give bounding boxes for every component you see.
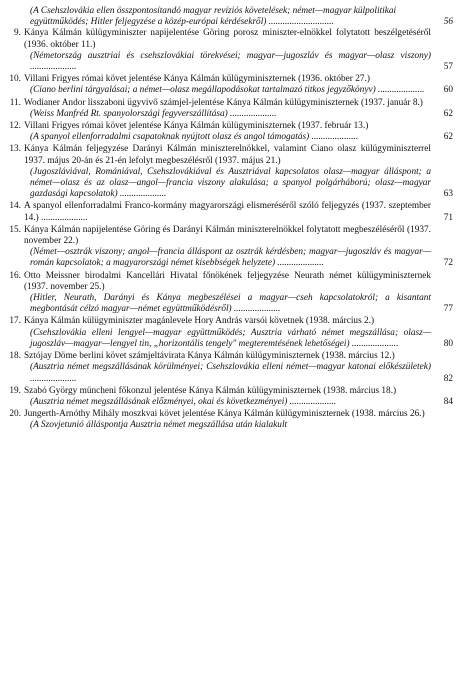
entry-number: 11.	[9, 97, 21, 108]
entry-title: Kánya Kálmán feljegyzése Darányi Kálmán miniszterelnökkel, valamint Ciano olasz külügyminiszterrel 1937. május 20-án és 21-én lefolyt megbeszélésről (1937. május 21.)	[24, 144, 431, 166]
toc-entry-row	[6, 351, 453, 385]
page-number: 62	[443, 108, 453, 119]
toc-entry-row	[6, 98, 453, 120]
page-number: 56	[443, 17, 453, 28]
page-number: 62	[443, 132, 453, 143]
page-number: 77	[443, 304, 453, 315]
entry-summary: (Csehszlovákia elleni lengyel—magyar együttműködés; Ausztria várható német megszállása; olasz—jugoszláv—magyar—lengyel tin, „horizontális tengely" megteremtésének lehetőségei) ....................	[30, 327, 431, 349]
entry-number: 18.	[9, 351, 21, 362]
page-number: 57	[443, 62, 453, 73]
entry-title: Otto Meissner birodalmi Kancellári Hivatal főnökének feljegyzése Neurath német külügyminiszternek (1937. november 25.)	[24, 270, 431, 292]
entry-body	[24, 351, 453, 385]
entry-body	[24, 28, 453, 73]
entry-title: Jungerth-Arnóthy Mihály moszkvai követ jelentése Kánya Kálmán külügyminiszternek (1938. március 26.)	[24, 409, 425, 420]
entry-body	[24, 386, 453, 408]
toc-entry	[6, 409, 453, 431]
carry-over-summary	[6, 6, 453, 28]
entry-title: Villani Frigyes római követ jelentése Kánya Kálmán külügyminiszternek (1937. február 13.)	[24, 121, 369, 132]
page-number: 72	[443, 258, 453, 269]
entry-number: 9.	[14, 28, 21, 39]
toc-entry	[6, 98, 453, 120]
page-number: 60	[443, 85, 453, 96]
entry-summary: (Németország ausztriai és csehszlovákiai törekvései; magyar—jugoszláv és magyar—olasz viszony) ....................	[30, 50, 431, 73]
toc-entry-row	[6, 28, 453, 73]
carry-over-summary-text: (A Csehszlovákia ellen összpontosítandó magyar revíziós követelések; német—magyar külpolitikai együttműködés; Hitler feljegyzése a közép-európai kérdésekről) ............................	[30, 6, 397, 28]
toc-entry-list	[6, 28, 453, 431]
entry-summary: (Ausztria német megszállásának körülményei; Csehszlovákia elleni német—magyar katonai előkészületek) ....................	[30, 362, 431, 384]
entry-summary: (Ciano berlini tárgyalásai; a német—olasz megállapodásokat tartalmazó titkos jegyzőkönyv) ....................	[30, 85, 425, 96]
entry-title: Sztójay Döme berlini követ számjeltávirata Kánya Kálmán külügyminiszternek (1938. március 12.)	[24, 351, 395, 362]
toc-entry-row	[6, 271, 453, 316]
page-number: 71	[443, 212, 453, 223]
entry-number: 17.	[9, 316, 21, 327]
toc-entry-row	[6, 74, 453, 96]
entry-body	[24, 225, 453, 270]
entry-number: 15.	[9, 224, 21, 235]
toc-entry	[6, 144, 453, 200]
entry-body	[24, 121, 453, 143]
toc-entry-row	[6, 409, 453, 431]
page-number: 84	[443, 396, 453, 407]
entry-number: 19.	[9, 385, 21, 396]
toc-entry	[6, 28, 453, 73]
toc-entry	[6, 121, 453, 143]
entry-title: Kánya Kálmán külügyminiszter magánlevele Hory András varsói követnek (1938. március 2.)	[24, 316, 375, 327]
entry-body	[24, 98, 453, 120]
page-number: 82	[443, 373, 453, 384]
toc-entry	[6, 201, 453, 223]
toc-entry	[6, 74, 453, 96]
entry-body	[24, 144, 453, 200]
toc-entry	[6, 386, 453, 408]
entry-number: 14.	[9, 201, 21, 212]
toc-entry	[6, 225, 453, 270]
entry-body	[24, 201, 453, 223]
entry-summary: (Ausztria német megszállásának előzményei, okai és következményei) ....................	[30, 396, 337, 407]
entry-title: Villani Frigyes római követ jelentése Kánya Kálmán külügyminiszternek (1936. október 27.)	[24, 74, 370, 85]
toc-entry-row	[6, 201, 453, 223]
entry-title: Szabó György müncheni főkonzul jelentése Kánya Kálmán külügyminiszternek (1938. március 18.)	[24, 385, 397, 396]
toc-entry-row	[6, 144, 453, 200]
toc-entry-row	[6, 316, 453, 350]
entry-body	[24, 74, 453, 96]
entry-number: 16.	[9, 270, 21, 281]
entry-summary: (Jugoszláviával, Romániával, Csehszlovákiával és Ausztriával kapcsolatos olasz—magyar álláspont; a német—olasz és az olasz—angol—francia viszony alakulása; a spanyol polgárháború; olasz—magyar gazdasági kapcsolatok) ....................	[30, 166, 431, 200]
entry-title: Kánya Kálmán külügyminiszter napijelentése Göring porosz miniszter-elnökkel folytatott beszélgetéséről (1936. október 11.)	[24, 28, 431, 50]
entry-body	[24, 316, 453, 350]
toc-entry	[6, 316, 453, 350]
entry-number: 20.	[9, 409, 21, 420]
entry-number: 10.	[9, 74, 21, 85]
entry-number: 12.	[9, 121, 21, 132]
entry-number: 13.	[9, 144, 21, 155]
entry-summary: (Weiss Manfréd Rt. spanyolországi fegyverszállítása) ....................	[30, 108, 277, 119]
entry-summary: (A Szovjetunió álláspontja Ausztria német megszállása után kialakult	[30, 420, 288, 431]
entry-summary: (Német—osztrák viszony; angol—francia álláspont az osztrák kérdésben; magyar—jugoszláv és magyar—román kapcsolatok; a magyarországi német kisebbségek helyzete) ....................	[30, 247, 431, 269]
toc-entry	[6, 271, 453, 316]
page-number: 63	[443, 189, 453, 200]
entry-summary: (A spanyol ellenforradalmi csapatoknak nyújtott olasz és angol támogatás) ....................	[30, 132, 359, 143]
entry-body	[24, 409, 453, 431]
entry-body	[24, 271, 453, 316]
page-number: 80	[443, 338, 453, 349]
toc-entry-row	[6, 225, 453, 270]
entry-title: Wodianer Andor lisszaboni ügyvivő számjel-jelentése Kánya Kálmán külügyminiszternek (1937. január 8.)	[24, 97, 423, 108]
entry-summary: (Hitler, Neurath, Darányi és Kánya megbeszélései a magyar—cseh kapcsolatokról; a kisantant megbontását célzó magyar—német együttműködésről) ....................	[30, 293, 431, 315]
toc-entry	[6, 351, 453, 385]
entry-title: A spanyol ellenforradalmi Franco-kormány magyarországi elismeréséről szóló feljegyzés (1937. szeptember 14.) ....................	[24, 201, 431, 223]
toc-entry-row	[6, 386, 453, 408]
entry-title: Kánya Kálmán napijelentése Göring és Darányi Kálmán miniszterelnökkel folytatott megbeszéléséről (1937. november 22.)	[24, 224, 431, 247]
toc-entry-row	[6, 121, 453, 143]
